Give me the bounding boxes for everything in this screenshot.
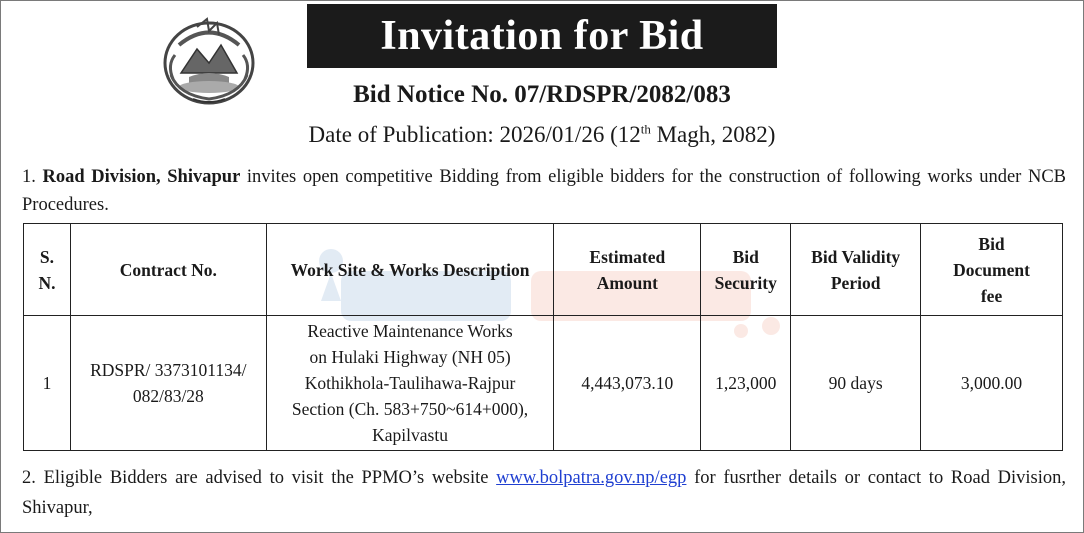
col-header-sn: S. N.: [24, 224, 71, 316]
col-header-bid-document-fee: Bid Document fee: [921, 224, 1063, 316]
intro-number: 1.: [22, 167, 43, 187]
cell-sn: 1: [24, 316, 71, 451]
bid-table: [23, 223, 1063, 451]
publication-date-suffix: Magh, 2082): [650, 122, 776, 147]
cell-bid-validity: 90 days: [791, 316, 921, 451]
col-header-bid-validity: Bid Validity Period: [791, 224, 921, 316]
intro-paragraph: [22, 163, 1066, 219]
col-header-contract-no: Contract No.: [70, 224, 266, 316]
cell-work-description: Reactive Maintenance Works on Hulaki Highway (NH 05) Kothikhola-Taulihawa-Rajpur Section (Ch. 583+750~614+000), Kapilvastu: [266, 316, 554, 451]
table-row: [24, 316, 1063, 451]
publication-date-superscript: th: [640, 121, 651, 137]
cell-bid-security: 1,23,000: [701, 316, 791, 451]
col-header-bid-security: Bid Security: [701, 224, 791, 316]
cell-contract-no: RDSPR/ 3373101134/ 082/83/28: [70, 316, 266, 451]
intro-text: invites open competitive Bidding from eligible bidders for the construction of following works under NCB Procedures.: [22, 167, 1066, 215]
cell-estimated-amount: 4,443,073.10: [554, 316, 701, 451]
cell-bid-document-fee: 3,000.00: [921, 316, 1063, 451]
footer-paragraph: [22, 463, 1066, 523]
page-title: Invitation for Bid: [307, 4, 777, 68]
col-header-work-site: Work Site & Works Description: [266, 224, 554, 316]
footer-suffix: for fusrther details or contact to Road Division, Shivapur,: [22, 468, 1066, 518]
ppmo-website-link[interactable]: www.bolpatra.gov.np/egp: [496, 468, 687, 488]
publication-date-prefix: Date of Publication: 2026/01/26 (12: [308, 122, 641, 147]
publication-date: [1, 122, 1083, 148]
table-header-row: [24, 224, 1063, 316]
bid-notice-number: Bid Notice No. 07/RDSPR/2082/083: [353, 81, 731, 108]
footer-prefix: 2. Eligible Bidders are advised to visit the PPMO’s website: [22, 468, 497, 488]
col-header-estimated-amount: Estimated Amount: [554, 224, 701, 316]
organization-name: Road Division, Shivapur: [42, 167, 241, 187]
